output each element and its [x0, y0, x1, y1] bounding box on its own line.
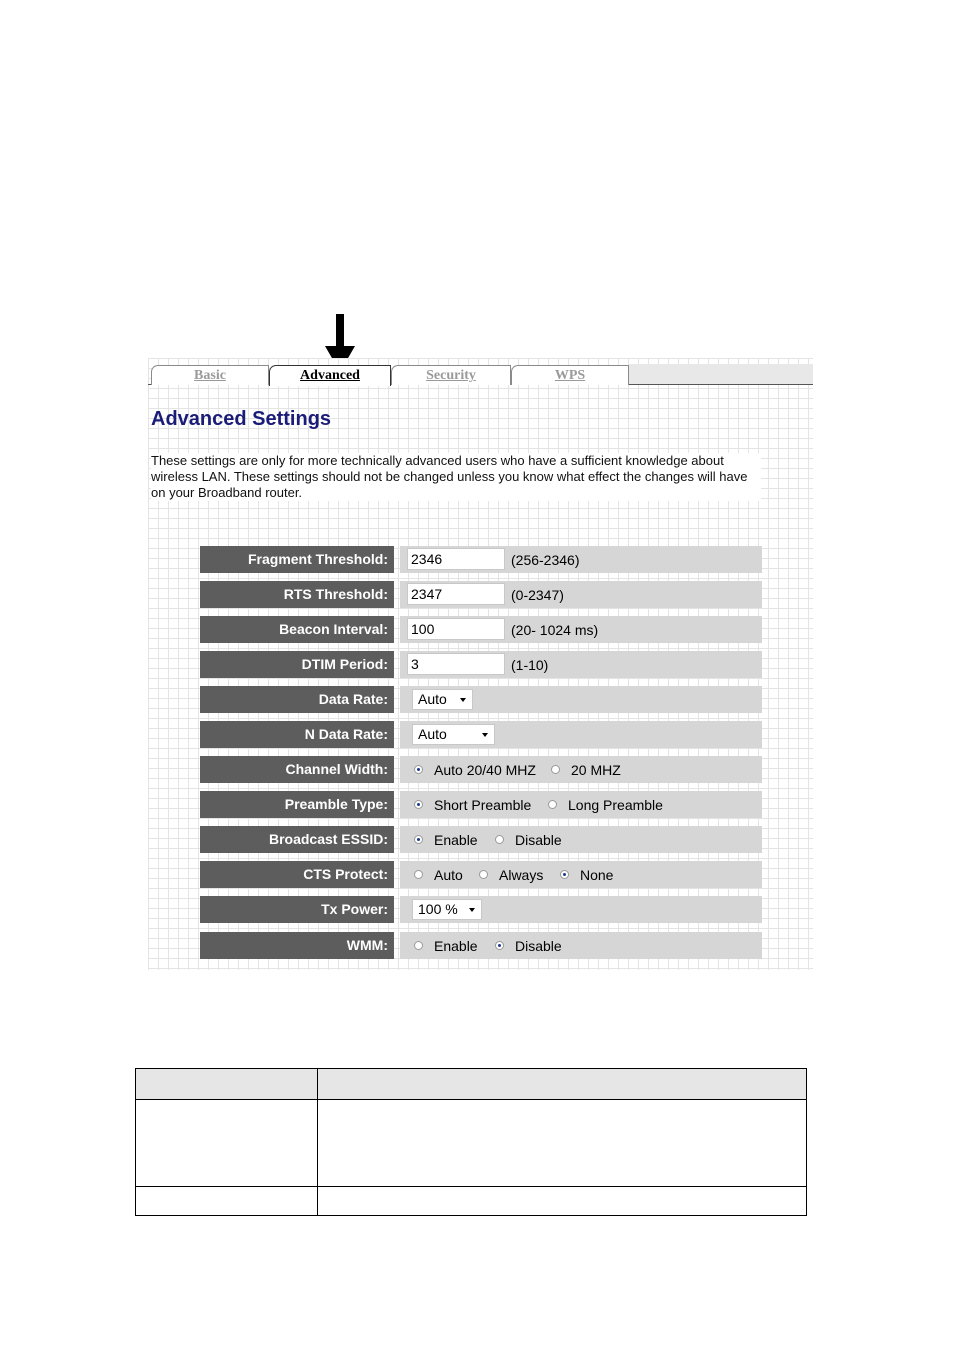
rts-threshold-label: RTS Threshold:	[200, 581, 394, 608]
description-table	[135, 1068, 807, 1216]
table-column-divider	[317, 1069, 318, 1215]
broadcast-essid-cell	[400, 826, 762, 853]
tab-security[interactable]: Security	[391, 365, 511, 385]
tab-wps[interactable]: WPS	[511, 365, 629, 385]
cts-protect-radio-auto[interactable]	[414, 870, 423, 879]
rts-threshold-hint: (0-2347)	[511, 587, 564, 603]
tx-power-cell	[400, 896, 762, 923]
data-rate-label: Data Rate:	[200, 686, 394, 713]
beacon-interval-row	[200, 616, 762, 643]
broadcast-essid-radio-enable[interactable]	[414, 835, 423, 844]
wmm-option-disable: Disable	[515, 938, 562, 954]
cts-protect-row	[200, 861, 762, 888]
fragment-threshold-cell	[400, 546, 762, 573]
tx-power-selected: 100 %	[418, 901, 458, 917]
fragment-threshold-input[interactable]: 2346	[407, 548, 505, 570]
fragment-threshold-row	[200, 546, 762, 573]
n-data-rate-row	[200, 721, 762, 748]
preamble-radio-long[interactable]	[548, 800, 557, 809]
wmm-option-enable: Enable	[434, 938, 478, 954]
cts-protect-radio-none[interactable]	[560, 870, 569, 879]
tab-bar	[148, 364, 813, 385]
wmm-radio-disable[interactable]	[495, 941, 504, 950]
channel-width-label: Channel Width:	[200, 756, 394, 783]
broadcast-essid-label: Broadcast ESSID:	[200, 826, 394, 853]
rts-threshold-row	[200, 581, 762, 608]
cts-protect-cell	[400, 861, 762, 888]
page-title: Advanced Settings	[151, 408, 332, 430]
rts-threshold-input[interactable]: 2347	[407, 583, 505, 605]
dtim-period-input[interactable]: 3	[407, 653, 505, 675]
chevron-down-icon	[460, 698, 466, 702]
dtim-period-hint: (1-10)	[511, 657, 549, 673]
channel-width-option-auto: Auto 20/40 MHZ	[434, 762, 536, 778]
data-rate-selected: Auto	[418, 691, 447, 707]
cts-protect-option-always: Always	[499, 867, 544, 883]
n-data-rate-cell	[400, 721, 762, 748]
page-description: These settings are only for more technically advanced users who have a sufficient knowledge about wireless LAN. These settings should not be changed unless you know what effect the changes will have on your Broadband router.	[151, 453, 761, 501]
beacon-interval-input[interactable]: 100	[407, 618, 505, 640]
table-header-row	[136, 1069, 806, 1100]
tab-advanced[interactable]: Advanced	[269, 365, 391, 386]
dtim-period-row	[200, 651, 762, 678]
chevron-down-icon	[469, 908, 475, 912]
channel-width-row	[200, 756, 762, 783]
channel-width-option-20mhz: 20 MHZ	[571, 762, 621, 778]
wmm-radio-enable[interactable]	[414, 941, 423, 950]
tab-bar-filler	[628, 364, 813, 384]
preamble-type-label: Preamble Type:	[200, 791, 394, 818]
tx-power-select[interactable]	[412, 899, 482, 920]
fragment-threshold-hint: (256-2346)	[511, 552, 580, 568]
table-row-divider	[136, 1186, 806, 1187]
preamble-type-row	[200, 791, 762, 818]
dtim-period-label: DTIM Period:	[200, 651, 394, 678]
beacon-interval-label: Beacon Interval:	[200, 616, 394, 643]
broadcast-essid-option-disable: Disable	[515, 832, 562, 848]
beacon-interval-hint: (20- 1024 ms)	[511, 622, 599, 638]
settings-panel	[148, 358, 813, 970]
tab-basic[interactable]: Basic	[151, 365, 269, 385]
broadcast-essid-option-enable: Enable	[434, 832, 478, 848]
wmm-row	[200, 932, 762, 959]
data-rate-row	[200, 686, 762, 713]
preamble-type-cell	[400, 791, 762, 818]
data-rate-cell	[400, 686, 762, 713]
preamble-radio-short[interactable]	[414, 800, 423, 809]
n-data-rate-selected: Auto	[418, 726, 447, 742]
tx-power-row	[200, 896, 762, 923]
wmm-label: WMM:	[200, 932, 394, 959]
broadcast-essid-radio-disable[interactable]	[495, 835, 504, 844]
fragment-threshold-label: Fragment Threshold:	[200, 546, 394, 573]
wmm-cell	[400, 932, 762, 959]
rts-threshold-cell	[400, 581, 762, 608]
preamble-option-long: Long Preamble	[568, 797, 663, 813]
tx-power-label: Tx Power:	[200, 896, 394, 923]
dtim-period-cell	[400, 651, 762, 678]
n-data-rate-label: N Data Rate:	[200, 721, 394, 748]
preamble-option-short: Short Preamble	[434, 797, 532, 813]
data-rate-select[interactable]	[412, 689, 473, 710]
cts-protect-option-none: None	[580, 867, 614, 883]
cts-protect-option-auto: Auto	[434, 867, 463, 883]
chevron-down-icon	[482, 733, 488, 737]
broadcast-essid-row	[200, 826, 762, 853]
n-data-rate-select[interactable]	[412, 724, 495, 745]
cts-protect-radio-always[interactable]	[479, 870, 488, 879]
channel-width-radio-auto[interactable]	[414, 765, 423, 774]
cts-protect-label: CTS Protect:	[200, 861, 394, 888]
beacon-interval-cell	[400, 616, 762, 643]
channel-width-cell	[400, 756, 762, 783]
channel-width-radio-20mhz[interactable]	[551, 765, 560, 774]
